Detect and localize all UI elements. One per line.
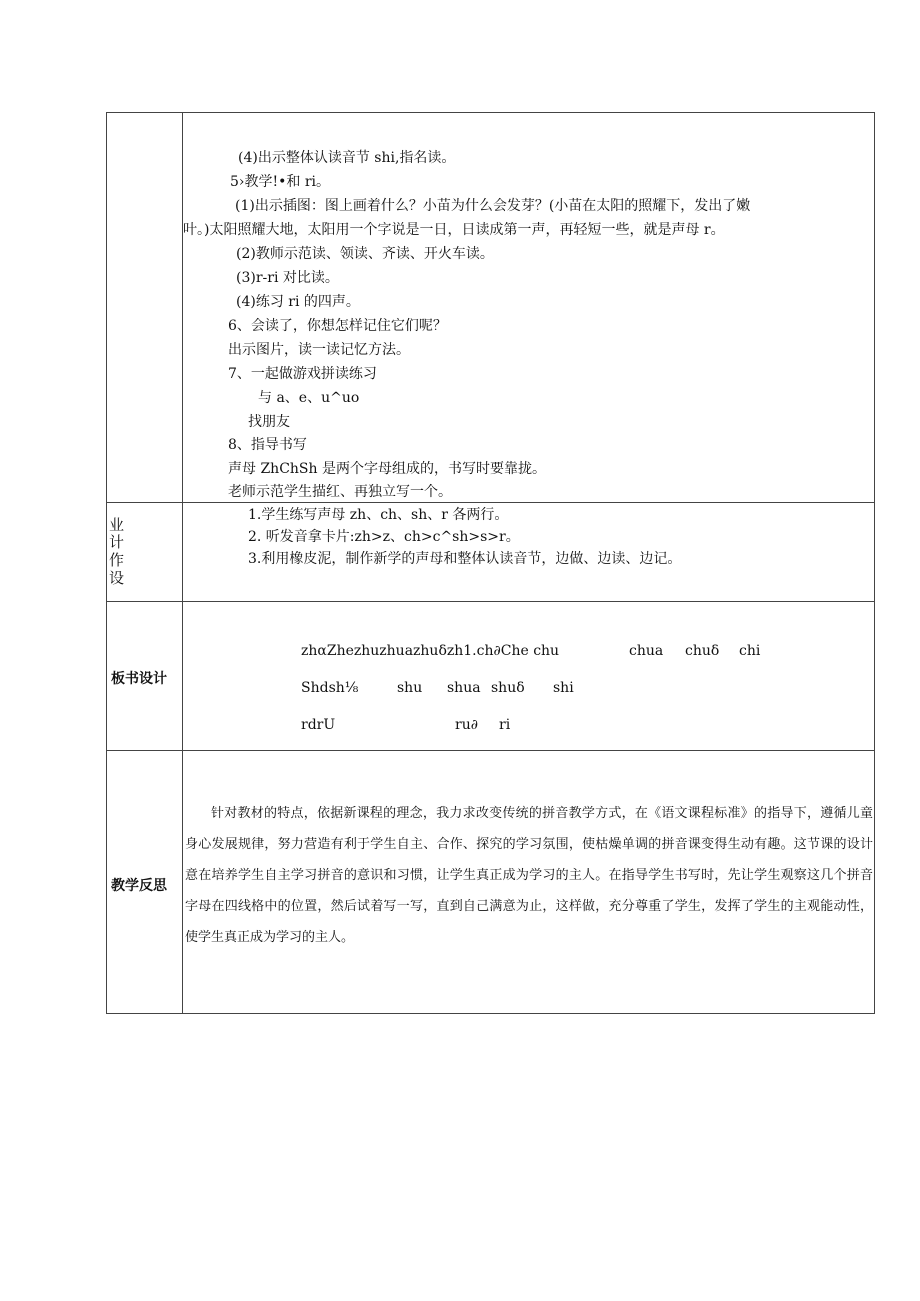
reflection-text: 针对教材的特点，依据新课程的理念，我力求改变传统的拼音教学方式，在《语文课程标准》的指导下，遵循儿童身心发展规律，努力营造有利于学生自主、合作、探究的学习氛围，使枯燥单调的拼音课变得生动有趣。这节课的设计意在培养学生自主学习拼音的意识和习惯，让学生真正成为学习的主人。在指导学生书写时，先让学生观察这几个拼音字母在四线格中的位置，然后试着写一写，直到自己满意为止，这样做，充分尊重了学生，发挥了学生的主观能动性，使学生真正成为学习的主人。 [185, 806, 873, 945]
board-row-item: shuδ [491, 680, 525, 696]
label-char: 作 [109, 551, 125, 569]
text-line: 8、指导书写 [228, 437, 307, 453]
board-row-item: Shdsh⅛ [301, 680, 359, 696]
homework-item: 3.利用橡皮泥，制作新学的声母和整体认读音节，边做、边读、边记。 [248, 551, 682, 567]
board-row-item: ri [499, 717, 511, 733]
row-divider [107, 750, 874, 751]
text-line: (4)出示整体认读音节 shi,指名读。 [238, 150, 456, 166]
board-row-item: shu [397, 680, 423, 696]
text-line: (3)r-ri 对比读。 [236, 270, 339, 286]
homework-item: 1.学生练写声母 zh、ch、sh、r 各两行。 [248, 507, 509, 523]
text-line: 7、一起做游戏拼读练习 [228, 366, 377, 382]
board-design-label: 板书设计 [111, 671, 167, 687]
reflection-label: 教学反思 [111, 878, 167, 894]
text-line: 出示图片，读一读记忆方法。 [228, 342, 410, 358]
board-row-item: rdrU [301, 717, 336, 733]
text-line: 6、会读了，你想怎样记住它们呢？ [228, 318, 447, 334]
board-row-item: chuδ [685, 643, 720, 659]
board-row-item: chua [629, 643, 664, 659]
text-line: 与 a、e、u^uo [258, 390, 360, 406]
text-line: 声母 ZhChSh 是两个字母组成的，书写时要靠拢。 [228, 461, 546, 477]
label-char: 业 [109, 516, 125, 534]
text-line: (1)出示插图：图上画着什么？小苗为什么会发芽？(小苗在太阳的照耀下，发出了嫩 [235, 198, 751, 214]
text-line: (4)练习 ri 的四声。 [236, 294, 360, 310]
board-row-item: shi [553, 680, 574, 696]
text-line: 老师示范学生描红、再独立写一个。 [228, 484, 452, 500]
label-char: 计 [109, 533, 125, 551]
label-char: 设 [109, 569, 125, 587]
text-line: 叶。)太阳照耀大地，太阳用一个字说是一日，日读成第一声，再轻短一些，就是声母 r。 [183, 222, 725, 238]
lesson-plan-table [106, 112, 875, 1014]
board-row-item: chi [739, 643, 761, 659]
text-line: 找朋友 [248, 414, 290, 430]
row-divider [107, 601, 874, 602]
homework-item: 2. 听发音拿卡片:zh>z、ch>c^sh>s>r。 [248, 529, 520, 545]
board-row-item: shua [447, 680, 481, 696]
board-row-item: zhαZhezhuzhuazhuδzh1.ch∂Che chu [301, 643, 560, 659]
column-divider [182, 113, 183, 1013]
text-line: (2)教师示范读、领读、齐读、开火车读。 [236, 246, 494, 262]
board-row-item: ru∂ [455, 717, 478, 733]
text-line: 5›教学!•和 ri。 [230, 174, 331, 190]
row-divider [107, 502, 874, 503]
